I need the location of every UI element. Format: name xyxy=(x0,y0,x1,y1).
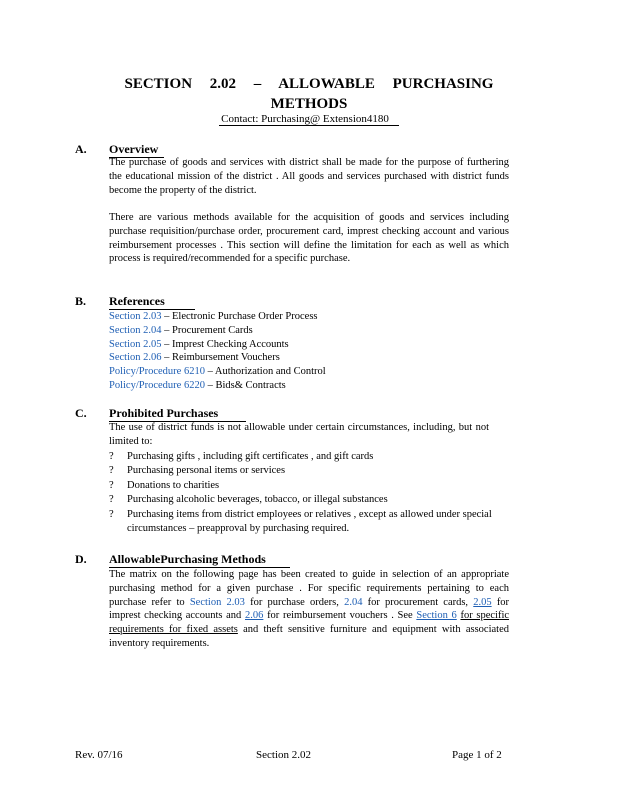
list-item-text: Purchasing personal items or services xyxy=(127,465,286,477)
footer-page-number: Page 1 of 2 xyxy=(452,749,502,761)
list-item-text: Purchasing items from district employees or relatives , except as allowed under special circumstances – preapproval by purchasing required. xyxy=(127,508,492,535)
list-item xyxy=(109,493,509,507)
reference-link[interactable]: Policy/Procedure 6220 xyxy=(109,379,205,391)
reference-item xyxy=(109,310,326,324)
page-title xyxy=(0,74,618,114)
section-d-heading: AllowablePurchasing Methods xyxy=(109,552,290,568)
section-a-letter: A. xyxy=(75,142,87,156)
bullet-marker: ? xyxy=(109,451,114,462)
section-d-text: for specific requirements for fixed assets xyxy=(109,610,510,636)
reference-description: – Reimbursement Vouchers xyxy=(164,352,280,364)
title-line-2: METHODS xyxy=(270,96,348,112)
reference-description: – Electronic Purchase Order Process xyxy=(164,311,318,322)
section-c-intro: The use of district funds is not allowable under certain circumstances, including, but not limited to: xyxy=(109,422,489,447)
reference-description: – Bids& Contracts xyxy=(207,379,286,391)
contact-text: Contact: Purchasing@ Extension4180 xyxy=(219,113,399,126)
reference-link[interactable]: Policy/Procedure 6210 xyxy=(109,366,205,378)
reference-item xyxy=(109,338,326,352)
section-d-letter: D. xyxy=(75,552,87,566)
section-link[interactable]: Section 6 xyxy=(416,610,457,622)
section-d-text: for imprest checking accounts and xyxy=(109,596,510,622)
reference-item xyxy=(109,365,326,379)
section-d-text: and theft sensitive furniture and equipment with associated inventory requirements. xyxy=(109,624,509,649)
section-link[interactable]: 2.06 xyxy=(245,610,264,622)
reference-link[interactable]: Section 2.03 xyxy=(109,311,162,322)
section-b-letter: B. xyxy=(75,294,87,308)
footer-section: Section 2.02 xyxy=(256,749,311,761)
section-c-letter: C. xyxy=(75,406,87,420)
section-d-text: for procurement cards, xyxy=(367,596,469,608)
references-list xyxy=(109,310,326,393)
reference-item xyxy=(109,351,326,365)
section-d-text: The matrix on the following page has been created to guide in selection of an appropriate purchasing method for a given purchase . For specific requirements pertaining to each purchase refer to xyxy=(109,569,509,608)
contact-line xyxy=(0,113,618,125)
section-a-paragraph-2: There are various methods available for the acquisition of goods and services including purchase requisition/purchase order, procurement card, imprest checking account and various reimbursement processes . This section will define the limitation for each as well as which process is required/recommended for a specific purchase. xyxy=(109,212,509,265)
title-line-1: SECTION 2.02 – ALLOWABLE PURCHASING xyxy=(124,76,494,92)
list-item xyxy=(109,479,509,493)
section-d-paragraph xyxy=(109,568,509,651)
bullet-marker: ? xyxy=(109,465,114,477)
section-c-heading: Prohibited Purchases xyxy=(109,406,246,422)
prohibited-list xyxy=(109,450,509,536)
footer-revision: Rev. 07/16 xyxy=(75,749,123,761)
list-item xyxy=(109,464,509,478)
reference-link[interactable]: Section 2.06 xyxy=(109,352,162,364)
bullet-marker: ? xyxy=(109,508,114,520)
section-b-heading: References xyxy=(109,294,195,310)
list-item-text: Purchasing alcoholic beverages, tobacco, or illegal substances xyxy=(127,494,388,506)
reference-item xyxy=(109,324,326,338)
list-item-text: Donations to charities xyxy=(127,479,220,491)
section-link[interactable]: 2.04 xyxy=(344,596,363,608)
reference-link[interactable]: Section 2.04 xyxy=(109,324,162,336)
section-d-text: for purchase orders, xyxy=(250,596,339,608)
list-item-text: Purchasing gifts , including gift certificates , and gift cards xyxy=(127,451,374,462)
reference-description: – Imprest Checking Accounts xyxy=(164,338,289,350)
section-link[interactable]: Section 2.03 xyxy=(189,596,245,608)
section-d-text: for reimbursement vouchers . See xyxy=(267,610,413,622)
list-item xyxy=(109,450,509,464)
reference-description: – Authorization and Control xyxy=(207,366,326,378)
bullet-marker: ? xyxy=(109,494,114,506)
list-item xyxy=(109,508,509,537)
bullet-marker: ? xyxy=(109,479,114,491)
section-a-heading: Overview xyxy=(109,142,164,158)
reference-item xyxy=(109,379,326,393)
section-link[interactable]: 2.05 xyxy=(473,596,492,608)
reference-description: – Procurement Cards xyxy=(164,324,253,336)
reference-link[interactable]: Section 2.05 xyxy=(109,338,162,350)
section-a-paragraph-1: The purchase of goods and services with district shall be made for the purpose of furthering the educational mission of the district . All goods and services purchased with district funds become the property of the district. xyxy=(109,157,509,196)
